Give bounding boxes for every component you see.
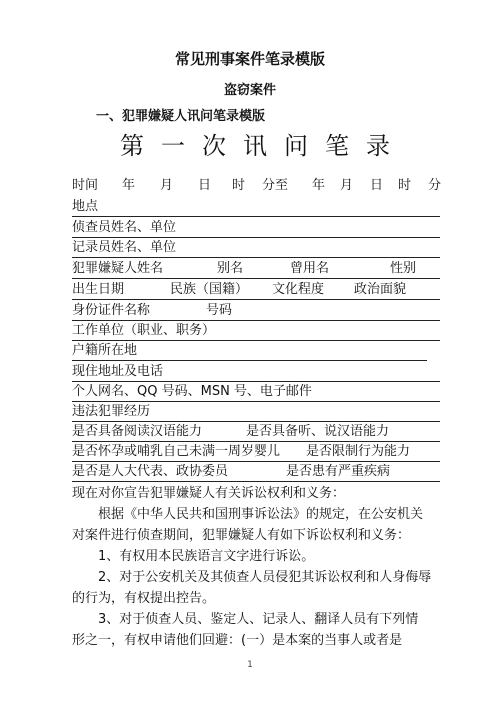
field-underline <box>72 461 440 462</box>
time-row <box>72 178 442 194</box>
reading-ability-label: 是否具备阅读汉语能力 <box>72 424 203 439</box>
month-label: 月 <box>160 178 174 193</box>
minute-label: 分 <box>428 178 442 193</box>
gender-label: 性别 <box>390 261 417 276</box>
field-underline <box>72 257 440 258</box>
field-underline <box>72 340 440 341</box>
ethnicity-label: 民族（国籍） <box>170 282 249 297</box>
hour-label: 时 <box>398 178 412 193</box>
record-title-char: 一 <box>161 132 185 160</box>
suspect-name-label: 犯罪嫌疑人姓名 <box>72 261 164 276</box>
record-title-char: 第 <box>120 132 144 160</box>
record-title-char: 讯 <box>243 132 267 160</box>
criminal-record-label: 违法犯罪经历 <box>72 404 151 419</box>
birth-date-label: 出生日期 <box>72 282 125 297</box>
listening-ability-label: 是否具备听、说汉语能力 <box>246 424 390 439</box>
field-underline <box>72 360 427 361</box>
online-contact-label: 个人网名、QQ 号码、MSN 号、电子邮件 <box>72 384 312 399</box>
rights-intro: 现在对你宣告犯罪嫌疑人有关诉讼权利和义务： <box>72 486 346 501</box>
field-underline <box>72 401 440 402</box>
deputy-label: 是否是人大代表、政协委员 <box>72 464 229 479</box>
field-underline <box>72 441 440 442</box>
id-type-label: 身份证件名称 <box>72 303 151 318</box>
year-label: 年 <box>312 178 326 193</box>
limited-capacity-label: 是否限制行为能力 <box>306 444 411 459</box>
field-underline <box>72 216 440 217</box>
body-line: 1、有权用本民族语言文字进行诉讼。 <box>98 549 315 564</box>
record-title-char: 录 <box>366 132 390 160</box>
body-line: 2、对于公安机关及其侦查人员侵犯其诉讼权利和人身侮辱 <box>98 570 432 585</box>
alias-label: 别名 <box>217 261 244 276</box>
record-title-char: 问 <box>284 132 308 160</box>
record-title-char: 次 <box>202 132 226 160</box>
residence-label: 户籍所在地 <box>72 343 138 358</box>
field-underline <box>72 320 440 321</box>
field-underline <box>72 481 440 482</box>
education-label: 文化程度 <box>272 282 325 297</box>
field-underline <box>72 278 440 279</box>
suspect-row <box>72 261 442 277</box>
record-title-char: 笔 <box>325 132 349 160</box>
deputy-row <box>72 464 442 480</box>
field-underline <box>72 421 440 422</box>
address-label: 现住地址及电话 <box>72 364 164 379</box>
hour-label: 时 <box>232 178 246 193</box>
day-label: 日 <box>370 178 384 193</box>
year-label: 年 <box>122 178 136 193</box>
body-line: 的行为，有权提出控告。 <box>72 591 216 606</box>
body-line: 3、对于侦查人员、鉴定人、记录人、翻译人员有下列情 <box>98 612 419 627</box>
field-underline <box>72 299 440 300</box>
time-label: 时间 <box>72 178 99 193</box>
serious-illness-label: 是否患有严重疾病 <box>286 464 391 479</box>
body-line: 根据《中华人民共和国刑事诉讼法》的规定，在公安机关 <box>98 507 424 522</box>
investigator-label: 侦查员姓名、单位 <box>72 220 177 235</box>
location-label: 地点 <box>72 199 99 214</box>
page-number: 1 <box>247 660 253 670</box>
body-line: 形之一，有权申请他们回避：(一）是本案的当事人或者是 <box>72 633 403 648</box>
pregnancy-row <box>72 444 442 460</box>
language-row <box>72 424 442 440</box>
workplace-label: 工作单位（职业、职务） <box>72 323 216 338</box>
section-heading: 一、犯罪嫌疑人讯问笔录模版 <box>96 109 266 124</box>
field-underline <box>72 237 440 238</box>
former-name-label: 曾用名 <box>290 261 330 276</box>
id-row <box>72 303 442 319</box>
minute-to-label: 分至 <box>262 178 289 193</box>
field-underline <box>72 381 440 382</box>
birth-row <box>72 282 442 298</box>
day-label: 日 <box>198 178 212 193</box>
political-status-label: 政治面貌 <box>354 282 407 297</box>
body-line: 对案件进行侦查期间，犯罪嫌疑人有如下诉讼权利和义务： <box>72 528 411 543</box>
recorder-label: 记录员姓名、单位 <box>72 240 177 255</box>
document-title: 常见刑事案件笔录模版 <box>174 50 325 68</box>
id-number-label: 号码 <box>206 303 233 318</box>
record-title <box>120 126 390 161</box>
case-type: 盗窃案件 <box>223 83 276 98</box>
month-label: 月 <box>340 178 354 193</box>
pregnancy-label: 是否怀孕或哺乳自己未满一周岁婴儿 <box>72 444 281 459</box>
